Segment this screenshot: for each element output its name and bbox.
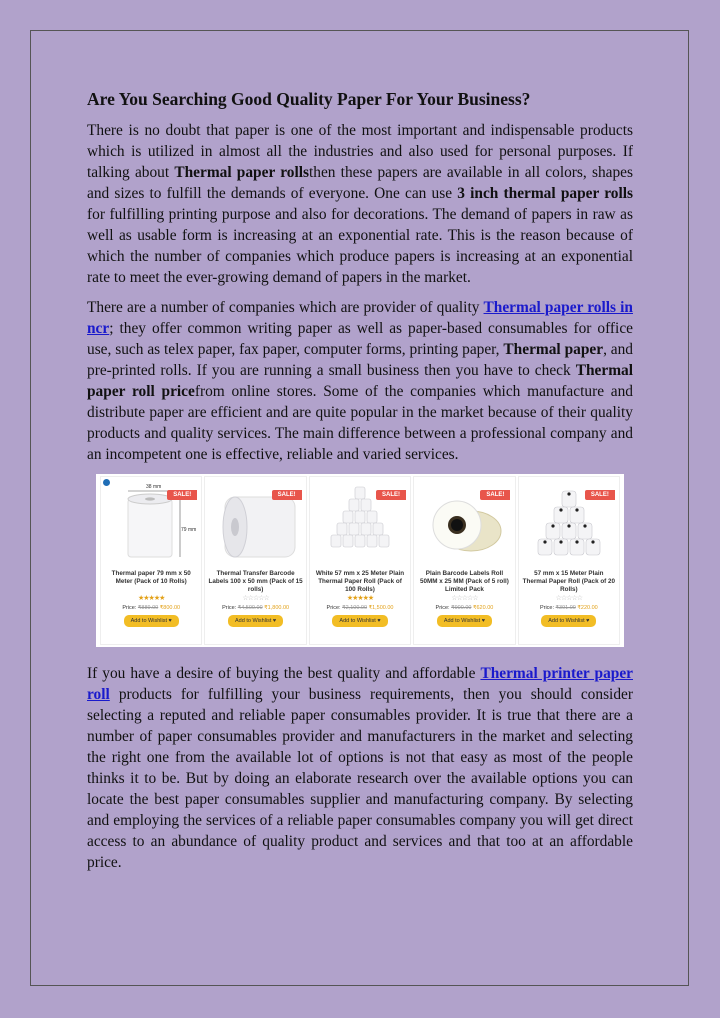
product-card[interactable]	[413, 476, 515, 645]
product-image	[103, 480, 199, 564]
product-price	[222, 605, 289, 611]
sale-badge: SALE!	[376, 490, 406, 500]
price-label: Price:	[539, 605, 554, 611]
p2-bold-roll-price: Thermal paper roll price	[87, 362, 633, 400]
add-to-wishlist-button[interactable]: Add to Wishlist ♥	[332, 615, 387, 627]
product-card[interactable]	[518, 476, 620, 645]
p2-text-3: , and pre-printed rolls. If you are running a small business then you have to check	[87, 341, 634, 379]
p2-text-2: ; they offer common writing paper as well as paper-based consumables for office use, such as telex paper, fax paper, computer forms, printing paper,	[87, 320, 633, 358]
add-to-wishlist-button[interactable]: Add to Wishlist ♥	[541, 615, 596, 627]
product-image	[521, 480, 617, 564]
product-price	[122, 605, 180, 611]
page-title: Are You Searching Good Quality Paper For Your Business?	[87, 89, 531, 109]
p3-text-2: products for fulfilling your business requirements, then you should consider selecting a reputed and reliable paper consumables provider. It is true that there are a number of paper consumables provider and manufacturers in the market and selecting the right one from the available lot of options is not that easy as most of the people thinks it to be. But by doing an elaborate research over the available options you can locate the best paper consumables supplier and manufacturing company. By selecting and employing the services of a reliable paper consumables company you will get direct access to an abundance of quality product and services and that too at an affordable price.	[87, 686, 633, 871]
rating-stars: ★★★★★	[346, 595, 374, 602]
rating-stars: ☆☆☆☆☆	[555, 595, 583, 602]
sale-price: ₹1,500.00	[368, 605, 394, 611]
product-name[interactable]: Thermal Transfer Barcode Labels 100 x 50 mm (Pack of 15 rolls)	[208, 570, 303, 593]
product-name[interactable]: 57 mm x 15 Meter Plain Thermal Paper Roll (Pack of 20 Rolls)	[522, 570, 616, 593]
price-label: Price:	[435, 605, 450, 611]
add-to-wishlist-button[interactable]: Add to Wishlist ♥	[228, 615, 283, 627]
product-name[interactable]: Plain Barcode Labels Roll 50MM x 25 MM (Pack of 5 roll) Limited Pack	[419, 570, 509, 593]
paragraph-1	[87, 120, 633, 288]
old-price: ₹2,100.00	[342, 605, 368, 611]
product-image-strip	[96, 474, 624, 647]
sale-badge: SALE!	[585, 490, 615, 500]
p2-text-1: There are a number of companies which are provider of quality	[87, 299, 484, 316]
price-label: Price:	[222, 605, 237, 611]
dimension-width-label: 38 mm	[146, 484, 162, 490]
p2-bold-thermal-paper: Thermal paper	[503, 341, 604, 358]
sale-price: ₹1,800.00	[264, 605, 290, 611]
p2-text-4: from online stores. Some of the companies which manufacture and distribute paper are efficient and are quite popular in the market because of their quality products and quality services. The main difference between a professional company and an incompetent one is effective, reliable and varied services.	[87, 383, 633, 463]
product-card[interactable]	[100, 476, 202, 645]
sale-badge: SALE!	[167, 490, 197, 500]
document-body	[87, 88, 633, 882]
p1-bold-thermal-paper-rolls: Thermal paper rolls	[174, 164, 309, 181]
old-price: ₹391.00	[555, 605, 576, 611]
p3-text-1: If you have a desire of buying the best quality and affordable	[87, 665, 481, 682]
paragraph-2	[87, 297, 633, 465]
p1-text-1: There is no doubt that paper is one of the most important and indispensable products which is utilized in almost all the industries and also used for personal purposes. If talking about	[87, 122, 633, 181]
sale-price: ₹220.00	[577, 605, 598, 611]
sale-price: ₹620.00	[472, 605, 494, 611]
product-name[interactable]: White 57 mm x 25 Meter Plain Thermal Paper Roll (Pack of 100 Rolls)	[315, 570, 405, 593]
add-to-wishlist-button[interactable]: Add to Wishlist ♥	[124, 615, 179, 627]
p1-text-2: then these papers are available in all colors, shapes and sizes to fulfill the demands of everyone. One can use	[87, 164, 633, 202]
price-label: Price:	[326, 605, 341, 611]
sale-badge: SALE!	[480, 490, 510, 500]
old-price: ₹4,500.00	[237, 605, 263, 611]
sale-price: ₹800.00	[159, 605, 181, 611]
product-price	[436, 605, 494, 611]
rating-stars: ★★★★★	[138, 595, 165, 602]
product-image	[208, 480, 304, 564]
p1-text-3: for fulfilling printing purpose and also for decorations. The demand of papers in raw as well as usable form is increasing at an exponential rate. This is the reason because of which the number of companies which produce papers is increasing at an exponential rate to meet the ever-growing demand of papers in the market.	[87, 206, 633, 286]
rating-stars: ☆☆☆☆☆	[242, 595, 269, 602]
paragraph-3	[87, 663, 633, 873]
price-label: Price:	[122, 605, 137, 611]
product-name[interactable]: Thermal paper 79 mm x 50 Meter (Pack of 10 Rolls)	[111, 570, 191, 585]
old-price: ₹900.00	[451, 605, 472, 611]
product-card[interactable]	[204, 476, 306, 645]
rating-stars: ☆☆☆☆☆	[451, 595, 478, 602]
link-thermal-paper-rolls-ncr[interactable]: Thermal paper rolls in ncr	[87, 299, 633, 337]
link-thermal-printer-paper-roll[interactable]: Thermal printer paper roll	[87, 665, 633, 703]
product-price	[327, 605, 394, 611]
old-price: ₹889.00	[137, 605, 159, 611]
p1-bold-3-inch: 3 inch thermal paper rolls	[457, 185, 633, 202]
sale-badge: SALE!	[272, 490, 302, 500]
dimension-height-label: 79 mm	[181, 527, 197, 533]
product-image	[312, 480, 408, 564]
product-card[interactable]	[309, 476, 411, 645]
product-price	[540, 605, 598, 611]
add-to-wishlist-button[interactable]: Add to Wishlist ♥	[437, 615, 492, 627]
product-image	[416, 480, 512, 564]
